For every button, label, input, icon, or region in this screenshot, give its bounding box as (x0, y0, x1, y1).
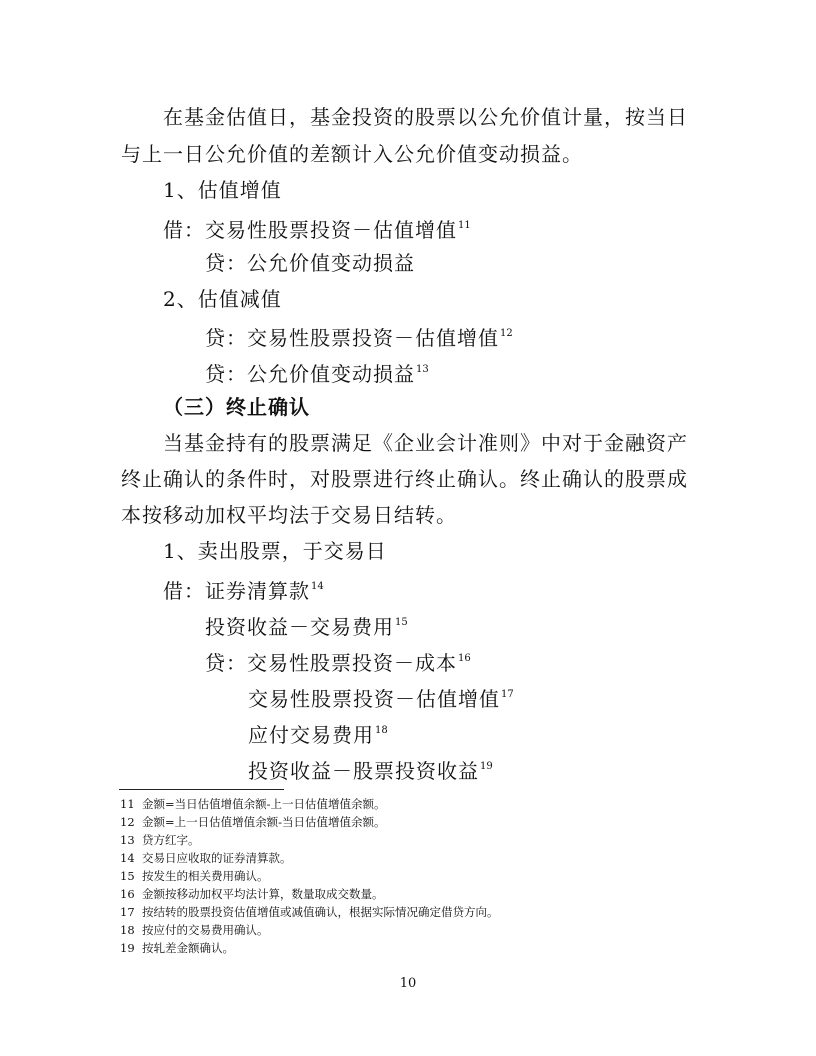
footnote (120, 869, 269, 883)
footnote-text: 按应付的交易费用确认。 (142, 923, 269, 937)
footnote-text: 按轧差金额确认。 (142, 941, 234, 955)
footnote (120, 905, 499, 919)
entry-text: 贷：交易性股票投资－成本 (205, 651, 457, 675)
journal-entry-line: 贷：公允价值变动损益 (205, 251, 415, 275)
footnote-ref: 13 (416, 364, 429, 375)
entry-text: 贷：公允价值变动损益 (205, 362, 415, 386)
entry-text: 投资收益－股票投资收益 (248, 759, 479, 783)
footnote-number: 14 (120, 851, 135, 865)
journal-entry-line (205, 320, 513, 352)
footnote (120, 923, 269, 937)
section-heading: （三）终止确认 (163, 395, 310, 419)
paragraph-line: 与上一日公允价值的差额计入公允价值变动损益。 (121, 142, 583, 166)
footnote-text: 金额按移动加权平均法计算，数量取成交数量。 (142, 887, 384, 901)
journal-entry-line (205, 645, 471, 677)
footnote-ref: 15 (395, 617, 408, 628)
footnote-number: 13 (120, 833, 135, 847)
footnote-ref: 12 (500, 328, 513, 339)
journal-entry-line (163, 212, 471, 244)
footnote-ref: 16 (458, 653, 471, 664)
footnote-number: 15 (120, 869, 135, 883)
footnote (120, 797, 386, 811)
footnote-text: 贷方红字。 (142, 833, 200, 847)
journal-entry-line (205, 356, 429, 388)
journal-entry-line (248, 681, 514, 713)
paragraph-line: 在基金估值日，基金投资的股票以公允价值计量，按当日 (163, 105, 688, 129)
entry-text: 借：交易性股票投资－估值增值 (163, 218, 457, 242)
footnote-text: 金额=当日估值增值余额-上一日估值增值余额。 (142, 797, 386, 811)
entry-text: 贷：交易性股票投资－估值增值 (205, 326, 499, 350)
footnote-ref: 17 (501, 689, 514, 700)
footnote-text: 按发生的相关费用确认。 (142, 869, 269, 883)
footnote-ref: 19 (480, 761, 493, 772)
entry-text: 投资收益－交易费用 (205, 615, 394, 639)
paragraph-line: 本按移动加权平均法于交易日结转。 (121, 503, 457, 527)
footnote (120, 887, 384, 901)
item-title: 1、卖出股票，于交易日 (163, 539, 387, 563)
footnote-number: 12 (120, 815, 135, 829)
journal-entry-line (248, 717, 388, 749)
footnote-text: 金额=上一日估值增值余额-当日估值增值余额。 (142, 815, 386, 829)
footnote-text: 按结转的股票投资估值增值或减值确认，根据实际情况确定借贷方向。 (142, 905, 499, 919)
footnote (120, 815, 386, 829)
footnote (120, 833, 200, 847)
paragraph-line: 当基金持有的股票满足《企业会计准则》中对于金融资产 (163, 431, 688, 455)
footnote-ref: 18 (375, 725, 388, 736)
footnote (120, 941, 234, 955)
page-number: 10 (399, 976, 417, 991)
footnote-ref: 14 (311, 581, 324, 592)
journal-entry-line (205, 609, 408, 641)
footnote-separator (119, 789, 284, 790)
footnote-ref: 11 (458, 220, 471, 231)
entry-text: 借：证券清算款 (163, 579, 310, 603)
journal-entry-line (163, 573, 324, 605)
footnote-number: 18 (120, 923, 135, 937)
footnote-text: 交易日应收取的证券清算款。 (142, 851, 292, 865)
footnote-number: 11 (120, 797, 135, 811)
journal-entry-line (248, 753, 493, 785)
paragraph-line: 终止确认的条件时，对股票进行终止确认。终止确认的股票成 (121, 467, 688, 491)
item-title: 2、估值减值 (163, 287, 282, 311)
entry-text: 交易性股票投资－估值增值 (248, 687, 500, 711)
entry-text: 应付交易费用 (248, 723, 374, 747)
footnote (120, 851, 292, 865)
footnote-number: 16 (120, 887, 135, 901)
footnote-number: 17 (120, 905, 135, 919)
footnote-number: 19 (120, 941, 135, 955)
item-title: 1、估值增值 (163, 178, 282, 202)
